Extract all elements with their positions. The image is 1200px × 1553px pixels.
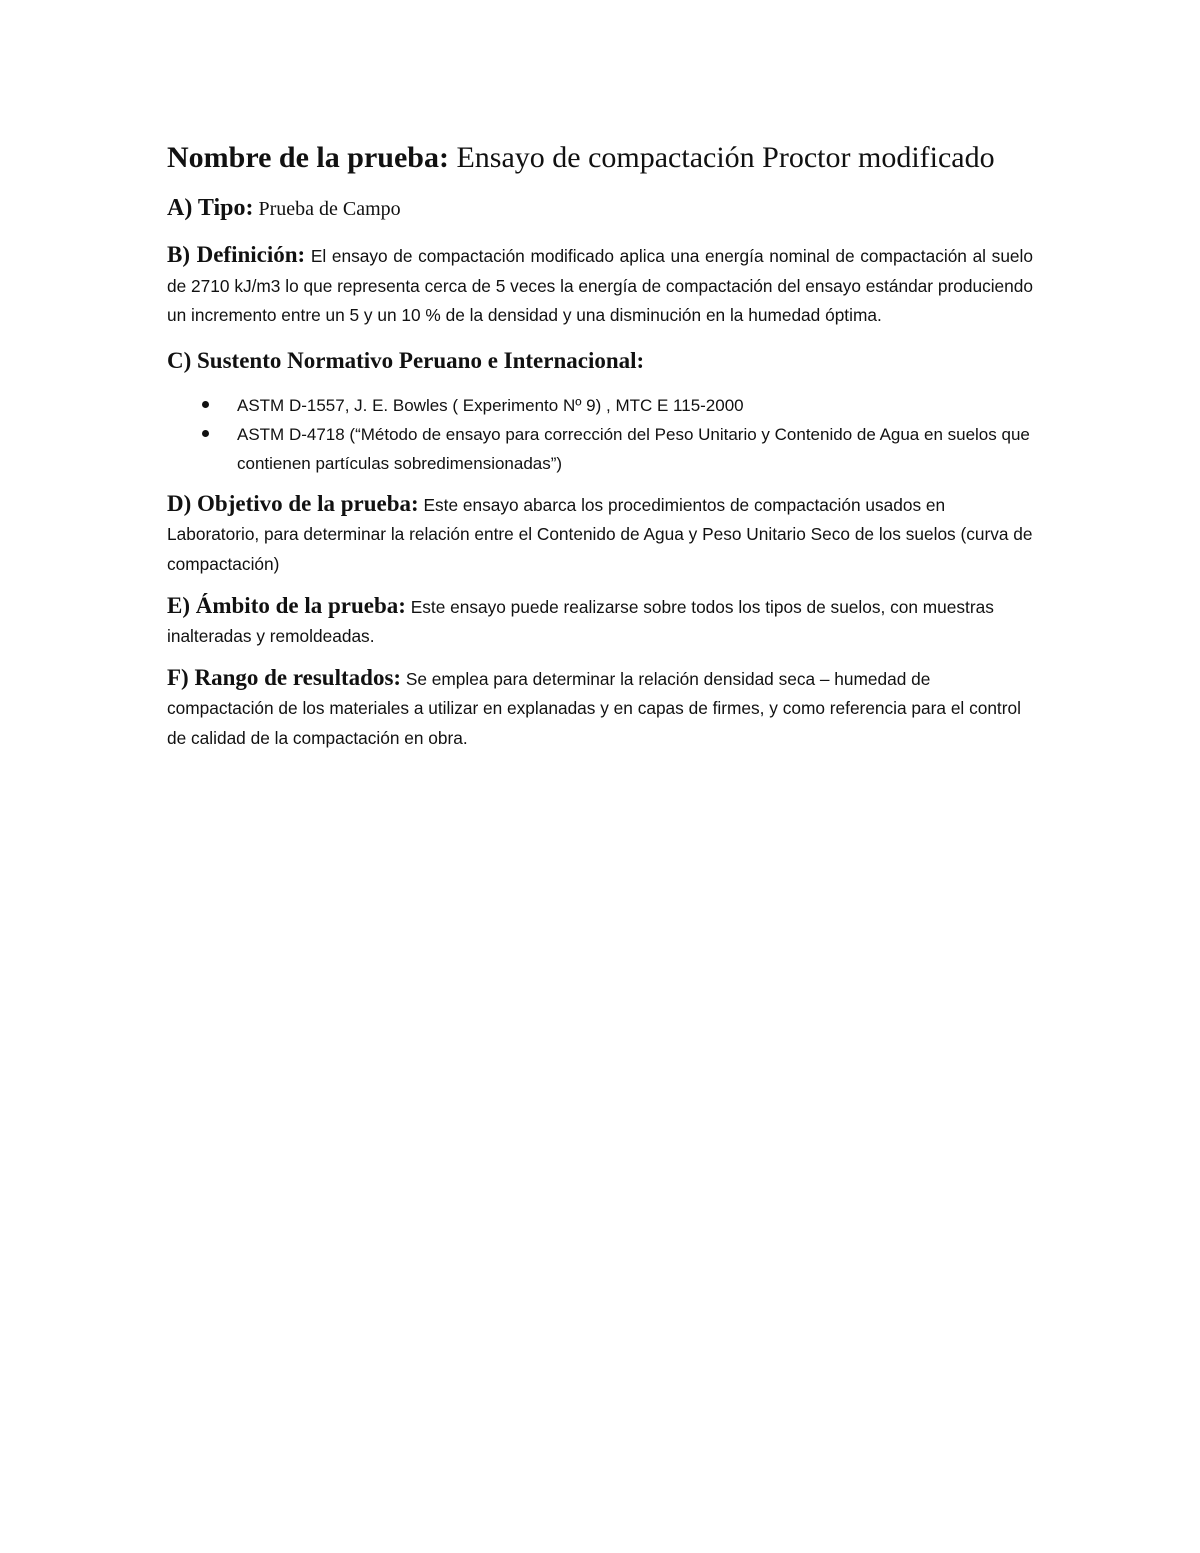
section-b <box>167 241 1033 331</box>
list-item <box>237 420 1033 478</box>
bullet-icon <box>202 430 209 437</box>
page-title <box>167 138 1033 178</box>
section-a-value: Prueba de Campo <box>253 198 401 220</box>
list-item <box>237 391 1033 420</box>
section-a <box>167 190 1033 229</box>
section-d-text: Este ensayo abarca los procedimientos de compactación usados en Laboratorio, para determinar la relación entre el Contenido de Agua y Peso Unitario Seco de los suelos (curva de compactación) <box>167 494 1033 574</box>
document-page <box>167 138 1033 766</box>
section-c-heading: C) Sustento Normativo Peruano e Internacional: <box>167 347 645 373</box>
title-label: Nombre de la prueba: <box>167 141 449 174</box>
section-f-label: F) Rango de resultados: <box>167 664 402 690</box>
section-a-label: A) Tipo: <box>167 195 254 221</box>
section-b-label: B) Definición: <box>167 242 306 267</box>
section-e-text: Este ensayo puede realizarse sobre todos los tipos de suelos, con muestras inalteradas y remoldeadas. <box>167 596 994 647</box>
title-value: Ensayo de compactación Proctor modificado <box>448 141 995 174</box>
bullet-icon <box>202 401 209 408</box>
section-e-label: E) Ámbito de la prueba: <box>167 592 406 618</box>
section-f <box>167 664 1033 754</box>
section-c-list <box>167 391 1033 478</box>
section-b-text: El ensayo de compactación modificado aplica una energía nominal de compactación al suelo de 2710 kJ/m3 lo que representa cerca de 5 veces la energía de compactación del ensayo estándar produciendo un incremento entre un 5 y un 10 % de la densidad y una disminución en la humedad óptima. <box>167 246 1033 326</box>
section-f-text: Se emplea para determinar la relación densidad seca – humedad de compactación de los materiales a utilizar en explanadas y en capas de firmes, y como referencia para el control de calidad de la compactación en obra. <box>167 668 1021 748</box>
section-d <box>167 490 1033 580</box>
section-e <box>167 592 1033 652</box>
list-item-text: ASTM D-4718 (“Método de ensayo para corrección del Peso Unitario y Contenido de Agua en suelos que contienen partículas sobredimensionadas”) <box>237 424 1030 473</box>
list-item-text: ASTM D-1557, J. E. Bowles ( Experimento Nº 9) , MTC E 115-2000 <box>237 395 744 415</box>
section-d-label: D) Objetivo de la prueba: <box>167 490 419 516</box>
